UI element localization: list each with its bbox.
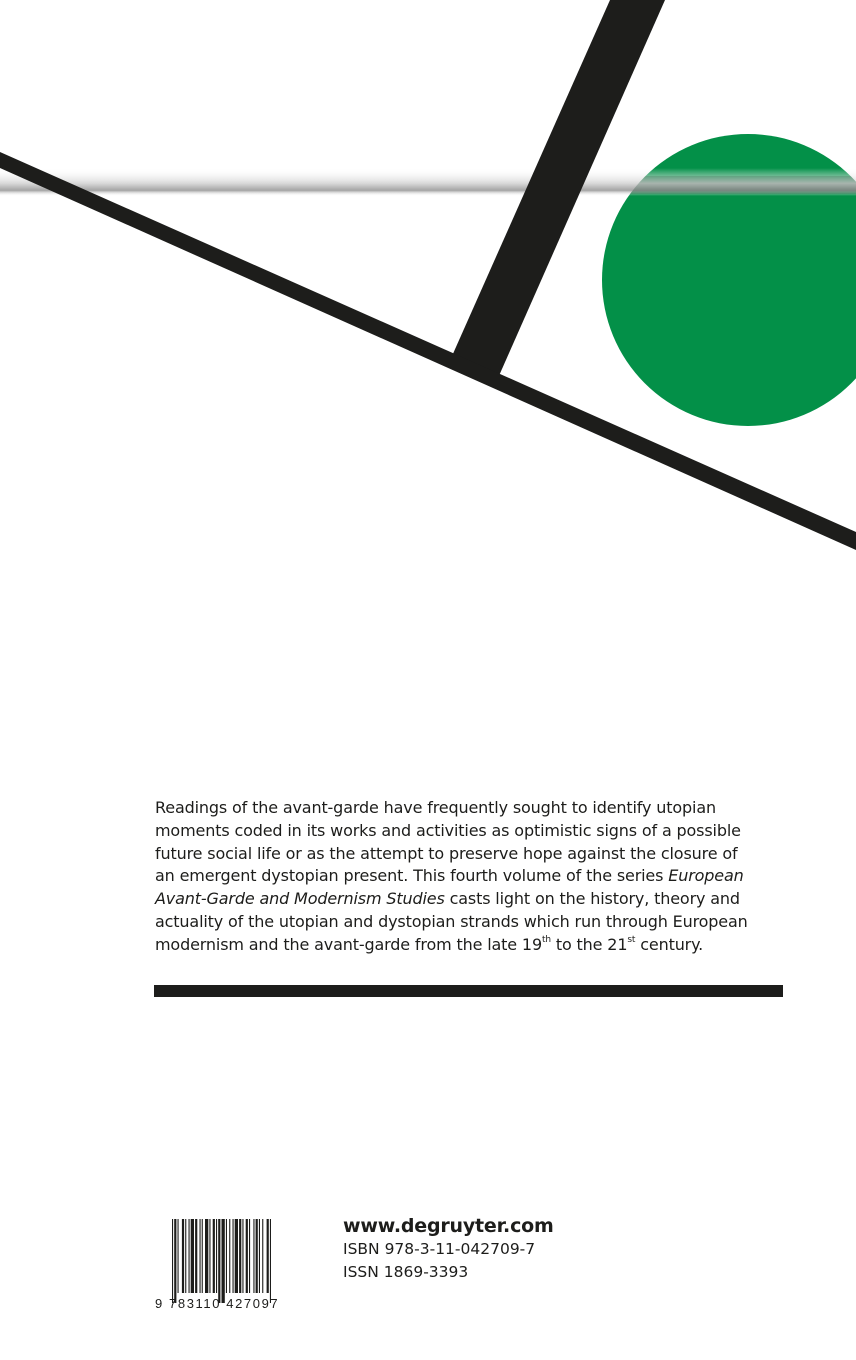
barcode-digits: 9 783110 427097 bbox=[155, 1296, 280, 1311]
blurb-text-run: to the 21 bbox=[550, 934, 628, 954]
barcode-bar bbox=[259, 1219, 260, 1293]
publisher-url: www.degruyter.com bbox=[343, 1215, 554, 1237]
superscript-th: th bbox=[541, 935, 551, 946]
blurb-text bbox=[155, 797, 795, 957]
isbn-number: ISBN 978-3-11-042709-7 bbox=[343, 1240, 536, 1258]
blurb-line bbox=[155, 934, 795, 957]
barcode-bar bbox=[205, 1219, 208, 1293]
blurb-line: moments coded in its works and activities as optimistic signs of a possible bbox=[155, 820, 741, 840]
barcode-bar bbox=[229, 1219, 230, 1293]
blurb-text-run: an emergent dystopian present. This fourth volume of the series bbox=[155, 866, 669, 886]
blurb-line: actuality of the utopian and dystopian strands which run through European bbox=[155, 911, 748, 931]
blurb-line bbox=[155, 865, 795, 888]
horizontal-rule-bar bbox=[154, 985, 783, 997]
series-title-part-1: European bbox=[668, 866, 744, 886]
barcode-bar bbox=[213, 1219, 215, 1293]
barcode-bar bbox=[172, 1219, 173, 1303]
barcode-bar bbox=[256, 1219, 258, 1293]
barcode-bar bbox=[226, 1219, 227, 1293]
barcode-bar bbox=[270, 1219, 271, 1303]
blurb-text-run: century. bbox=[635, 934, 704, 954]
barcode-bar bbox=[249, 1219, 250, 1293]
blurb-line: future social life or as the attempt to preserve hope against the closure of bbox=[155, 843, 738, 863]
blurb-text-run: casts light on the history, theory and bbox=[444, 889, 740, 909]
barcode-bar bbox=[195, 1219, 197, 1293]
barcode-bar bbox=[191, 1219, 194, 1293]
blurb-text-run: modernism and the avant-garde from the late 19 bbox=[155, 934, 542, 954]
barcode-bar bbox=[222, 1219, 225, 1303]
barcode-bar bbox=[178, 1219, 179, 1293]
issn-number: ISSN 1869-3393 bbox=[343, 1263, 469, 1281]
barcode-bar bbox=[235, 1219, 238, 1293]
barcode-bar bbox=[262, 1219, 263, 1293]
barcode-bar bbox=[253, 1219, 254, 1293]
barcode-bar bbox=[216, 1219, 217, 1293]
barcode-bar bbox=[202, 1219, 203, 1293]
superscript-st: st bbox=[627, 935, 636, 946]
barcode-bar bbox=[233, 1219, 234, 1293]
barcode-bar bbox=[182, 1219, 184, 1293]
publisher-info bbox=[343, 1214, 554, 1284]
barcode-bar bbox=[200, 1219, 201, 1293]
barcode-bar bbox=[189, 1219, 190, 1293]
blurb-line bbox=[155, 888, 795, 911]
barcode-bar bbox=[209, 1219, 210, 1293]
barcode-bar bbox=[246, 1219, 248, 1293]
barcode-bar bbox=[185, 1219, 186, 1293]
barcode-bar bbox=[174, 1219, 176, 1303]
barcode-bar bbox=[242, 1219, 243, 1293]
barcode-bar bbox=[239, 1219, 241, 1293]
series-title-part-2: Avant-Garde and Modernism Studies bbox=[155, 889, 445, 909]
cover-artwork bbox=[0, 0, 856, 600]
barcode-bar bbox=[267, 1219, 269, 1293]
barcode-bar bbox=[218, 1219, 220, 1303]
blurb-line: Readings of the avant-garde have frequently sought to identify utopian bbox=[155, 798, 716, 817]
